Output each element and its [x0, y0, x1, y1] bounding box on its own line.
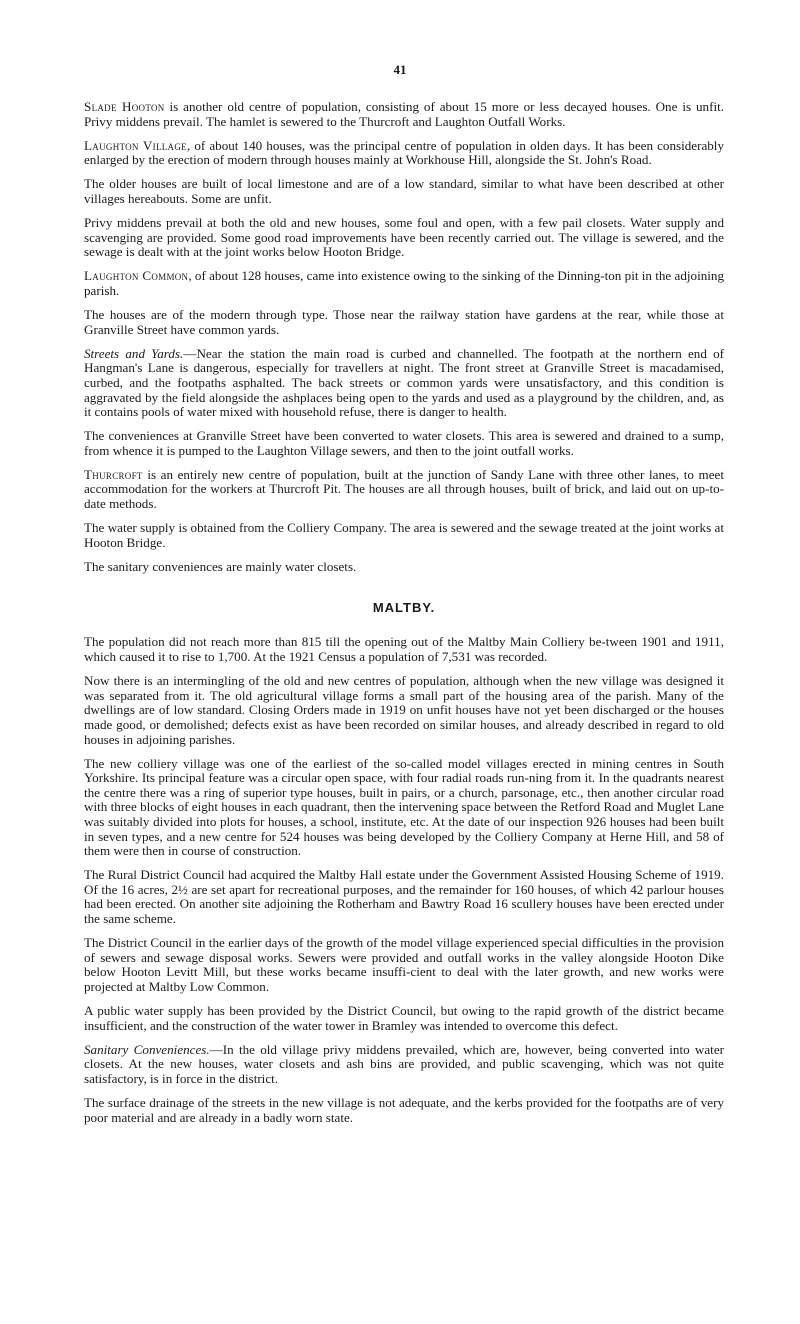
paragraph-lead: Streets and Yards.: [84, 345, 184, 361]
document-body: [84, 100, 724, 1135]
paragraph-text: The new colliery village was one of the earliest of the so-called model villages erected in mining centres in South Yorkshire. Its principal feature was a circular open space, with four radial roads run-ning from it. In the quadrants nearest the centre there was a ring of superior type houses, built in pairs, or a church, parsonage, etc., then another circular road with three blocks of eight houses in each quadrant, then the intervening space between the Retford Road and Muglet Lane was suitably divided into plots for houses, a school, institute, etc. At the date of our inspection 926 houses had been built in seven types, and a new centre for 524 houses was being developed by the Colliery Company at Herne Hill, and 58 of them were then in course of construction.: [84, 755, 724, 859]
paragraph-text: The older houses are built of local limestone and are of a low standard, similar to what have been described at other villages hereabouts. Some are unfit.: [84, 176, 724, 206]
paragraph: [84, 139, 724, 168]
maltby-section: [84, 635, 724, 1125]
paragraph: [84, 757, 724, 859]
paragraph-text: is another old centre of population, consisting of about 15 more or less decayed houses. One is unfit. Privy middens prevail. The hamlet is sewered to the Thurcroft and Laughton Outfall Works.: [84, 99, 724, 129]
paragraph: [84, 560, 724, 575]
paragraph: [84, 429, 724, 458]
paragraph: [84, 635, 724, 664]
paragraph-text: —Near the station the main road is curbed and channelled. The footpath at the northern end of Hangman's Lane is dangerous, especially for travellers at night. The front street at Granville Street is macadamised, curbed, and the footpaths asphalted. The back streets or common yards were unsatisfactory, and this condition is aggravated by the field alongside the ashplaces being open to the yards and used as a playground by the children, and, as it contains pools of water mixed with household refuse, there is danger to health.: [84, 345, 724, 420]
section-heading-maltby: MALTBY.: [372, 600, 436, 616]
paragraph-text: The sanitary conveniences are mainly water closets.: [84, 558, 357, 574]
paragraph: [84, 216, 724, 260]
paragraph: [84, 100, 724, 129]
paragraph-text: A public water supply has been provided by the District Council, but owing to the rapid growth of the district became insufficient, and the construction of the water tower in Bramley was intended to overcome this defect.: [84, 1003, 724, 1033]
paragraph: [84, 347, 724, 420]
paragraph: [84, 1096, 724, 1125]
paragraph: [84, 177, 724, 206]
paragraph: [84, 269, 724, 298]
paragraph-text: The population did not reach more than 815 till the opening out of the Maltby Main Colliery be-tween 1901 and 1911, which caused it to rise to 1,700. At the 1921 Census a population of 7,531 was recorded.: [84, 634, 724, 665]
paragraph: [84, 1004, 724, 1033]
paragraph-text: Now there is an intermingling of the old and new centres of population, although when the new village was designed it was separated from it. The old agricultural village forms a small part of the housing area of the parish. Many of the dwellings are of low standard. Closing Orders made in 1919 on unfit houses have not yet been discharged or the houses made good, or demolished; defects exist as have been recorded on similar houses, and already described in regard to old houses in adjoining parishes.: [84, 673, 724, 747]
paragraph-lead: Slade Hooton: [84, 99, 165, 114]
paragraph-text: , of about 140 houses, was the principal centre of population in olden days. It has been considerably enlarged by the erection of modern through houses mainly at Workhouse Hill, alongside the St. John's Road.: [84, 137, 724, 168]
paragraph-lead: Sanitary Conveniences.: [84, 1041, 210, 1057]
paragraph-text: The houses are of the modern through type. Those near the railway station have gardens at the rear, while those at Granville Street have common yards.: [84, 307, 724, 337]
paragraph-text: The Rural District Council had acquired the Maltby Hall estate under the Government Assisted Housing Scheme of 1919. Of the 16 acres, 2½ are set apart for recreational purposes, and the remainder for 160 houses, of which 42 parlour houses had been erected. On another site adjoining the Rotherham and Bawtry Road 16 scullery houses have been erected under the same scheme.: [84, 867, 724, 927]
paragraph-lead: Thurcroft: [84, 466, 143, 482]
laughton-section: [84, 100, 724, 574]
paragraph: [84, 868, 724, 926]
paragraph: [84, 308, 724, 337]
page-number: 41: [393, 62, 407, 77]
paragraph: [84, 468, 724, 512]
paragraph-text: , of about 128 houses, came into existence owing to the sinking of the Dinning-ton pit in the adjoining parish.: [84, 268, 724, 298]
paragraph: [84, 521, 724, 550]
paragraph: [84, 1043, 724, 1087]
paragraph-text: Privy middens prevail at both the old and new houses, some foul and open, with a few pail closets. Water supply and scavenging are provided. Some good road improvements have been recently carried out. The village is sewered, and the sewage is dealt with at the joint works below Hooton Bridge.: [84, 215, 724, 260]
paragraph-text: The conveniences at Granville Street have been converted to water closets. This area is sewered and drained to a sump, from whence it is pumped to the Laughton Village sewers, and then to the joint outfall works.: [84, 428, 724, 458]
paragraph-lead: Laughton Common: [84, 268, 189, 284]
paragraph-text: The District Council in the earlier days of the growth of the model village experienced special difficulties in the provision of sewers and sewage disposal works. Sewers were provided and outfall works in the valley alongside Hooton Dike below Hooton Levitt Mill, but these works became insuffi-cient to deal with the later growth, and new works were projected at Maltby Low Common.: [84, 935, 724, 994]
paragraph-text: The water supply is obtained from the Colliery Company. The area is sewered and the sewage treated at the joint works at Hooton Bridge.: [84, 520, 724, 550]
paragraph: [84, 674, 724, 747]
paragraph: [84, 936, 724, 994]
paragraph-text: The surface drainage of the streets in the new village is not adequate, and the kerbs provided for the footpaths are of very poor material and are already in a badly worn state.: [84, 1094, 724, 1125]
paragraph-text: —In the old village privy middens prevailed, which are, however, being converted into water closets. At the new houses, water closets and ash bins are provided, and public scavenging, which was not quite satisfactory, is in force in the district.: [84, 1041, 724, 1086]
paragraph-text: is an entirely new centre of population, built at the junction of Sandy Lane with three other lanes, to meet accommodation for the workers at Thurcroft Pit. The houses are all through houses, built of brick, and laid out on up-to-date methods.: [84, 466, 724, 512]
paragraph-lead: Laughton Village: [84, 137, 187, 153]
